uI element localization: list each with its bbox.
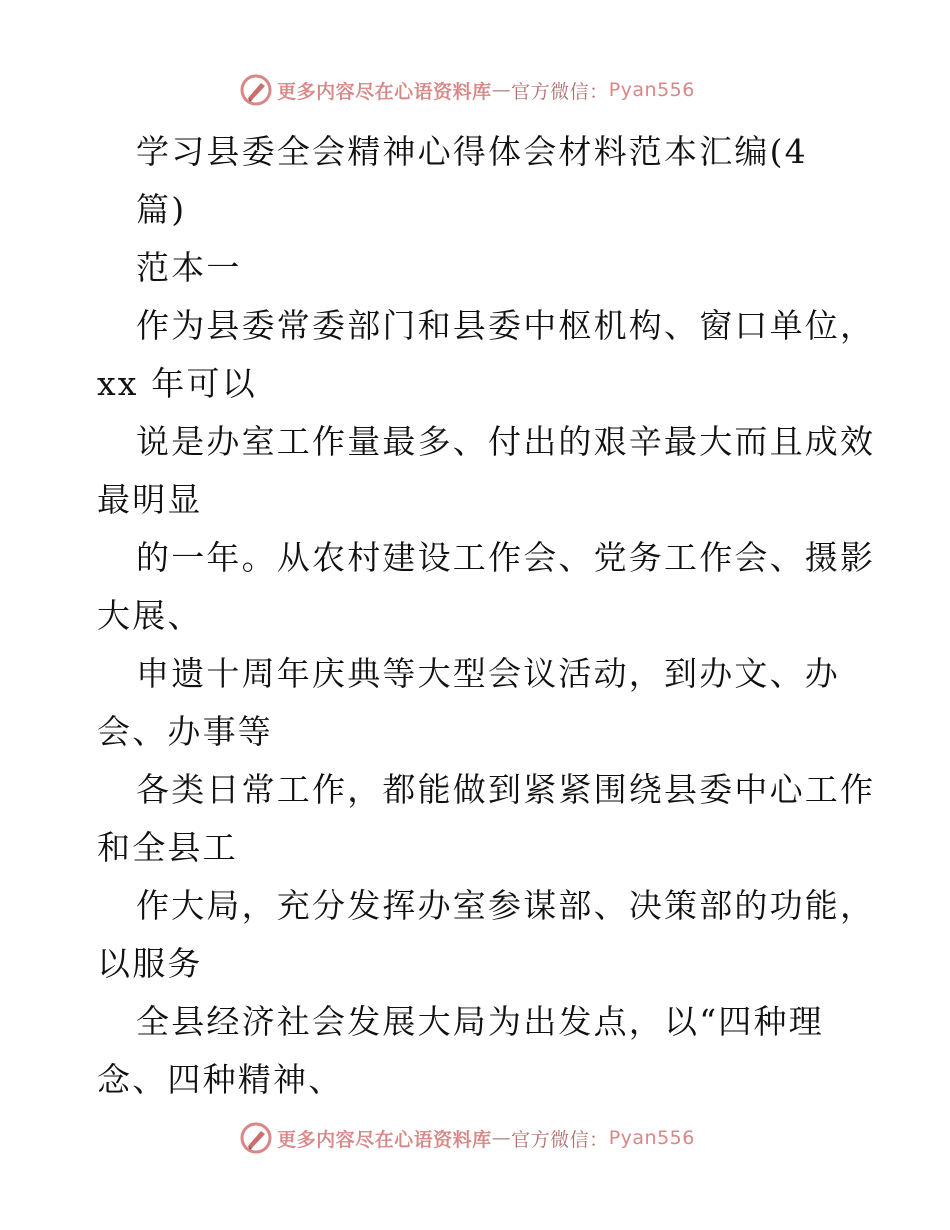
text-line: 申遗十周年庆典等大型会议活动，到办文、办 <box>136 654 840 693</box>
header-watermark <box>0 70 950 110</box>
text-line: 最明显 <box>97 480 203 519</box>
watermark-wechat-label: 官方微信： <box>511 80 609 103</box>
text-line: 和全县工 <box>97 828 238 867</box>
footer-watermark <box>0 1118 950 1158</box>
text-line: 作大局，充分发挥办室参谋部、决策部的功能， <box>136 886 876 925</box>
text-line: 全县经济社会发展大局为出发点，以“四种理 <box>136 1002 824 1041</box>
watermark-brand: 更多内容尽在心语资料库 <box>277 80 492 103</box>
watermark-dash: — <box>491 79 512 101</box>
text-line: 说是办室工作量最多、付出的艰辛最大而且成效 <box>136 422 876 461</box>
watermark-wechat-id: Pyan556 <box>608 1127 695 1149</box>
watermark-brand: 更多内容尽在心语资料库 <box>277 1128 492 1151</box>
text-line: 学习县委全会精神心得体会材料范本汇编(4 <box>136 132 808 171</box>
pen-logo-icon <box>239 73 273 107</box>
text-line: 念、四种精神、 <box>97 1060 344 1099</box>
watermark-wechat-id: Pyan556 <box>608 79 695 101</box>
text-line: 作为县委常委部门和县委中枢机构、窗口单位， <box>136 306 876 345</box>
watermark-dash: — <box>491 1127 512 1149</box>
text-line: 大展、 <box>97 596 203 635</box>
pen-logo-icon <box>239 1121 273 1155</box>
text-line: 以服务 <box>97 944 203 983</box>
text-line: 篇) <box>136 190 187 229</box>
text-line: 各类日常工作，都能做到紧紧围绕县委中心工作 <box>136 770 876 809</box>
text-line: 会、办事等 <box>97 712 273 751</box>
watermark-wechat-label: 官方微信： <box>511 1128 609 1151</box>
text-line: 的一年。从农村建设工作会、党务工作会、摄影 <box>136 538 876 577</box>
document-body <box>0 123 950 1109</box>
text-line: 范本一 <box>136 248 242 287</box>
text-line: xx 年可以 <box>97 364 257 403</box>
